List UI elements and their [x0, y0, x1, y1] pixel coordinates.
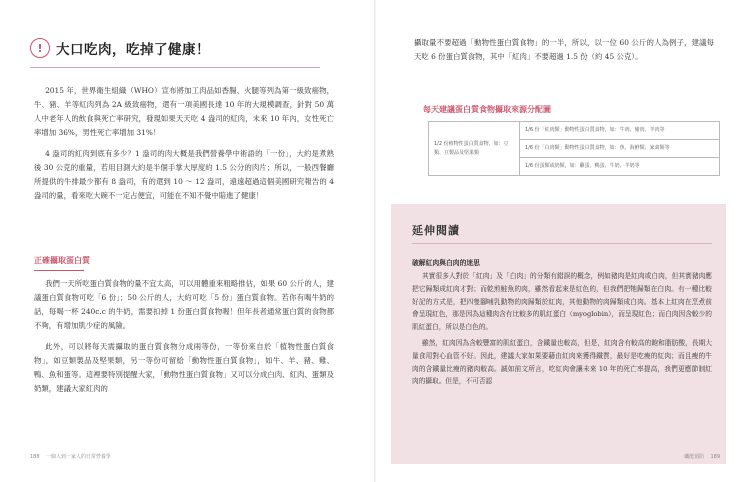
chapter-title: 纖能預防	[684, 454, 705, 460]
box-subheading: 破解紅肉與白肉的迷思	[412, 259, 480, 267]
protein-section	[34, 254, 334, 403]
page-number: 188	[30, 454, 40, 460]
title-underline	[30, 67, 320, 68]
continued-text	[414, 36, 714, 71]
exclamation-icon: !	[30, 38, 50, 58]
left-page	[0, 0, 374, 482]
paragraph: 此外，可以將每天需攝取的蛋白質食物分成兩等份，一等份來自於「植物性蛋白質食物」，如豆類製品及堅果類，另一等份可留給「動物性蛋白質食物」，如牛、羊、豬、雞、鴨、魚和蛋等。這裡要特別提醒大家，「動物性蛋白質食物」又可以分成白肉、紅肉、蛋類及奶類，建議大家紅肉的	[34, 342, 334, 393]
right-page	[376, 0, 750, 482]
egg-dairy-cell: 1/6 份蛋類或奶類，如：雞蛋、鴨蛋、牛奶、羊奶等	[520, 158, 720, 176]
right-footer	[684, 453, 720, 460]
paragraph: 4 盎司的紅肉到底有多少？1 盎司的肉大概是我們營養學中術語的「一份」，大約是煮熟後 30 公克的重量，若用目測大約是半個手掌大厚度約 1.5 公分的肉片；所以，一般西餐廳所提供的牛排最少都有 8 盎司，有的還到 10 ～ 12 盎司，遠遠超過這個美國研究報告的 4 盎司的量，看來吃大碗不一定占便宜，可能在不知不覺中賠進了健康！	[34, 149, 334, 200]
paragraph: 2015 年，世界衛生組織（WHO）宣布將加工肉品如香腸、火腿等列為第一級致癌物，牛、豬、羊等紅肉列為 2A 級致癌物，還有一項美國長達 10 年的大規模調查，針對 50 萬人中老年人的飲食與死亡率研究，發現如果天天吃 4 盎司的紅肉，未來 10 年內，女性死亡率增加 36%，男性死亡率增加 31%！	[34, 86, 334, 137]
page-number: 189	[710, 454, 720, 460]
paragraph: 雖然，紅肉因為含較豐富的肌紅蛋白，含鐵量也較高，但是，紅肉含有較高的飽和脂肪酸，長期大量食用對心血管不好。因此，建議大家如果要藉由紅肉來獲得鐵質，最好是吃瘦的紅肉；而且瘦的牛肉的含鐵量比瘦的豬肉較高。誠如前文所言，吃紅肉會讓未來 10 年的死亡率提高，我們更應節制紅肉的攝取。但是，不可否認	[412, 338, 712, 386]
subheading: 正確攝取蛋白質	[34, 256, 90, 265]
paragraph: 我們一天所吃蛋白質食物的量不宜太高，可以用體重來粗略推估，如果 60 公斤的人，建議蛋白質食物可吃「6 份」；50 公斤的人，大約可吃「5 份」蛋白質食物。若你有喝牛奶的話，每喝一杯 240c.c 的牛奶，需要扣掉 1 份蛋白質食物喔！但年長者通常蛋白質的食物都不夠，有增加肌少症的風險。	[34, 279, 334, 330]
left-footer	[30, 453, 111, 460]
white-meat-cell: 1/6 份「白肉類」動物性蛋白質食物，如：魚、海鮮類、家禽類等	[520, 140, 720, 158]
table-row	[429, 122, 720, 140]
box-body	[412, 270, 712, 391]
box-title-underline	[412, 243, 712, 244]
paragraph: 其實很多人對於「紅肉」及「白肉」的分類有錯誤的概念，例如豬肉是紅肉或白肉，但其實豬肉應把它歸類成紅肉才對；而乾煎鮭魚的肉，雖然看起來是紅色的，但我們把牠歸類在白肉。有一種比較好記的方式是，把四隻腳哺乳動物的肉歸類於紅肉，其他動物的肉歸類成白肉。基本上紅肉在烹煮前會呈現紅色，那是因為這種肉含有比較多的肌紅蛋白（myoglobin），而呈現紅色；而白肉因含較少的肌紅蛋白，所以是白色的。	[412, 272, 712, 332]
book-title: 一個人到一家人的日常營養學	[45, 454, 111, 460]
box-title: 延伸閱讀	[412, 224, 460, 237]
plant-protein-cell: 1/2 份植物性蛋白質食物，如：豆類、豆製品及堅果類	[429, 122, 520, 176]
table-title: 每天建議蛋白質食物攝取來源分配圖	[423, 105, 551, 114]
intro-body	[34, 84, 334, 210]
red-meat-cell: 1/6 份「紅肉類」動物性蛋白質食物，如：牛肉、豬肉、羊肉等	[520, 122, 720, 140]
protein-table	[428, 121, 720, 176]
paragraph: 攝取量不要超過「動物性蛋白質食物」的一半，所以，以一位 60 公斤的人為例子，建議每天吃 6 份蛋白質食物，其中「紅肉」不要超過 1.5 份（約 45 公克）。	[414, 38, 714, 61]
section-heading	[30, 38, 210, 58]
page-title: 大口吃肉，吃掉了健康！	[56, 42, 210, 58]
